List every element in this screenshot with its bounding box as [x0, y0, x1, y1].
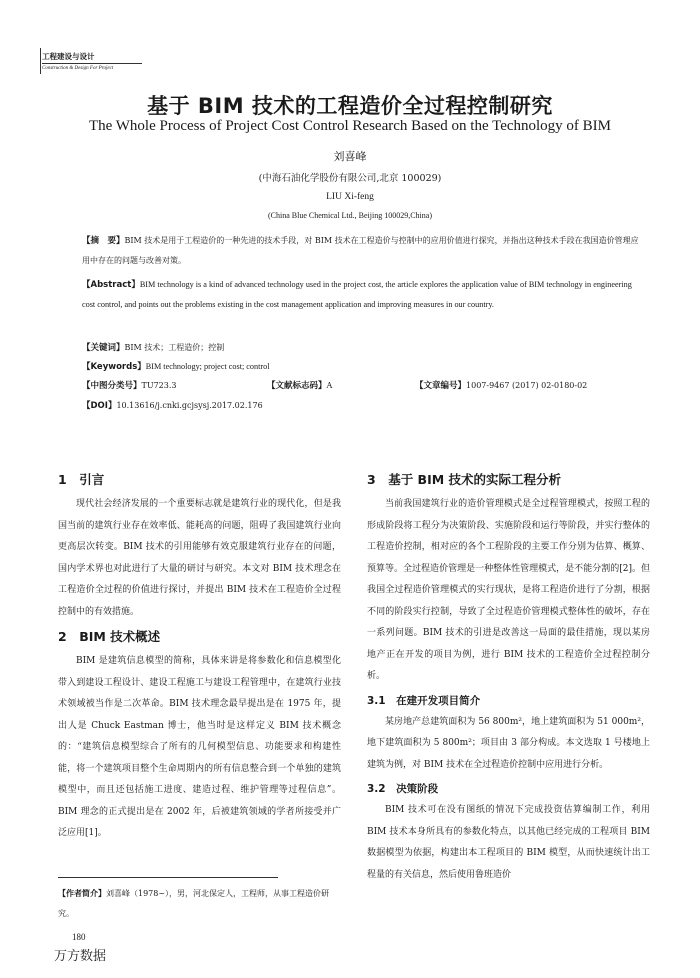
doi-value: 10.13616/j.cnki.gcjsysj.2017.02.176 — [116, 401, 263, 410]
affiliation-cn: (中海石油化学股份有限公司,北京 100029) — [258, 173, 442, 184]
abstract-cn-text: BIM 技术是用于工程造价的一种先进的技术手段，对 BIM 技术在工程造价与控制中的应用价值进行探究，并指出这种技术手段在我国造价管理应用中存在的问题与改善对策。 — [82, 236, 639, 265]
left-column — [58, 468, 341, 845]
keywords-en-text: BIM technology; project cost; control — [145, 362, 270, 371]
footnote-tag: 【作者简介】 — [58, 889, 106, 898]
section-1-heading: 1 引言 — [58, 472, 105, 487]
keywords-en-tag: 【Keywords】 — [82, 362, 146, 372]
keywords-cn — [82, 338, 642, 358]
journal-header — [42, 52, 142, 72]
author-cn: 刘喜峰 — [333, 150, 367, 163]
abstract-en-tag: 【Abstract】 — [82, 280, 140, 290]
article-value: 1007-9467 (2017) 02-0180-02 — [466, 381, 588, 390]
affiliation-en: (China Blue Chemical Ltd., Beijing 100029,China) — [268, 211, 432, 220]
section-3-1-paragraph: 某房地产总建筑面积为 56 800m²，地上建筑面积为 51 000m²，地下建筑面积为 5 800m²；项目由 3 部分构成。本文选取 1 号楼地上建筑为例，对 BIM 技术在全过程造价控制中应用进行分析。 — [367, 716, 650, 770]
section-2-heading: 2 BIM 技术概述 — [58, 629, 161, 644]
section-1-paragraph: 现代社会经济发展的一个重要标志就是建筑行业的现代化，但是我国当前的建筑行业存在效率低、能耗高的问题，阻碍了我国建筑行业向更高层次转变。BIM 技术的引用能够有效克服建筑行业存在的问题，国内学术界也对此进行了大量的研讨与研究。本文对 BIM 技术理念在工程造价全过程的价值进行探讨，并提出 BIM 技术在工程造价全过程控制中的有效措施。 — [58, 499, 341, 617]
doi-tag: 【DOI】 — [82, 401, 117, 411]
right-column — [367, 468, 650, 886]
section-3-2-paragraph: BIM 技术可在没有图纸的情况下完成投资估算编制工作，利用 BIM 技术本身所具有的参数化特点，以其他已经完成的工程项目 BIM 数据模型为依据，构建出本工程项目的 BIM 模型，从而快速统计出工程量的有关信息，然后使用鲁班造价 — [367, 805, 650, 880]
abstract-en-text: BIM technology is a kind of advanced technology used in the project cost, the article explores the application value of BIM technology in engineering cost control, and points out the problems existing in the cost management application and improving measures in our country. — [82, 280, 632, 309]
keywords-cn-text: BIM 技术；工程造价；控制 — [124, 343, 225, 352]
footnote-rule — [58, 877, 278, 878]
abstract-cn-tag: 【摘 要】 — [82, 236, 125, 246]
doc-value: A — [326, 381, 333, 390]
journal-name-cn: 工程建设与设计 — [42, 52, 95, 61]
section-2-paragraph: BIM 是建筑信息模型的简称，具体来讲是将参数化和信息模型化带入到建设工程设计、建设工程施工与建设工程管理中，在建筑行业技术领域被当作是二次革命。BIM 技术理念最早提出是在 1975 年，提出人是 Chuck Eastman 博士，他当时是这样定义 BIM 技术概念的：“建筑信息模型综合了所有的几何模型信息、功能要求和构建性能，将一个建筑项目整个生命周期内的所有信息整合到一个单独的建筑模型中，而且还包括施工进度、建造过程、维护管理等过程信息”。BIM 理念的正式提出是在 2002 年，后被建筑领域的学者所接受并广泛应用[1]。 — [58, 656, 341, 838]
section-3-1-heading: 3.1 在建开发项目简介 — [367, 694, 481, 707]
classification-row — [82, 376, 642, 396]
article-tag: 【文章编号】 — [415, 381, 467, 391]
author-footnote — [58, 884, 341, 924]
author-en: LIU Xi-feng — [326, 192, 374, 202]
journal-name-en: Construction & Design For Project — [42, 66, 114, 71]
doc-code — [267, 376, 415, 396]
keywords-cn-tag: 【关键词】 — [82, 343, 125, 353]
watermark: 万方数据 — [54, 949, 107, 964]
clc-number — [82, 376, 267, 396]
article-number — [415, 376, 587, 396]
clc-tag: 【中图分类号】 — [82, 381, 142, 391]
section-3-paragraph: 当前我国建筑行业的造价管理模式是全过程管理模式，按照工程的形成阶段将工程分为决策阶段、实施阶段和运行等阶段，并实行整体的工程造价控制，相对应的各个工程阶段的主要工作分别为估算、概算、预算等。全过程造价管理是一种整体性管理模式，是不能分割的[2]。但我国全过程造价管理模式的实行现状，是将工程造价进行了分割，根据不同的阶段实行控制，导致了全过程造价管理模式整体性的破坏，存在一系列问题。BIM 技术的引进是改善这一局面的最佳措施，现以某房地产正在开发的项目为例，进行 BIM 技术的工程造价全过程控制分析。 — [367, 499, 650, 681]
footnote-text: 刘喜峰（1978~），男，河北保定人，工程师，从事工程造价研究。 — [58, 889, 330, 918]
doi — [82, 396, 642, 416]
doc-tag: 【文献标志码】 — [267, 381, 327, 391]
abstract-en — [82, 275, 642, 315]
page-number: 180 — [72, 932, 86, 942]
section-3-heading: 3 基于 BIM 技术的实际工程分析 — [367, 472, 562, 487]
journal-rule — [42, 63, 142, 64]
paper-title-cn: 基于 BIM 技术的工程造价全过程控制研究 — [147, 94, 553, 118]
abstract-cn — [82, 231, 642, 271]
journal-left-rule — [40, 48, 41, 74]
section-3-2-heading: 3.2 决策阶段 — [367, 783, 439, 795]
keywords-en — [82, 357, 642, 377]
clc-value: TU723.3 — [141, 381, 177, 390]
paper-title-en: The Whole Process of Project Cost Control Research Based on the Technology of BIM — [88, 118, 612, 134]
